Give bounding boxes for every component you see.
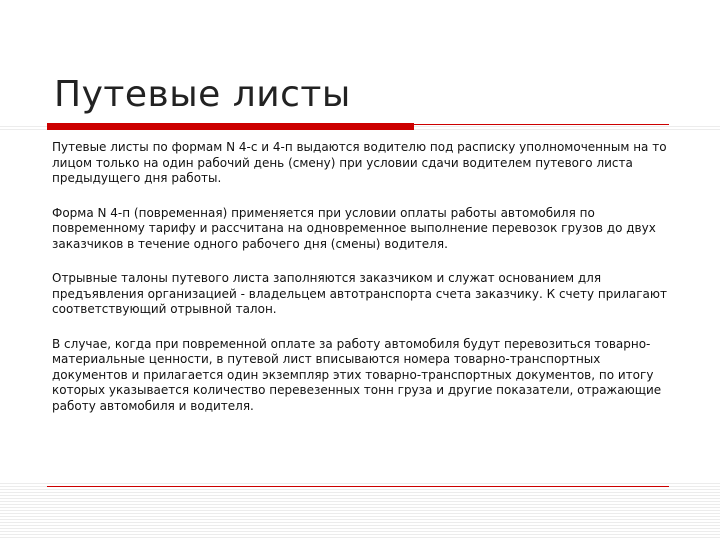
title-accent-bar (47, 123, 414, 130)
paragraph-2: Форма N 4-п (повременная) применяется при условии оплаты работы автомобиля по повременному тарифу и рассчитана на одновременное выполнение перевозок грузов до двух заказчиков в течение одного рабочего дня (смены) водителя. (52, 205, 656, 251)
paragraph-4: В случае, когда при повременной оплате за работу автомобиля будут перевозиться товарно-материальные ценности, в путевой лист вписываются номера товарно-транспортных документов и прилагается один экземпляр этих товарно-транспортных документов, по итогу которых указывается количество перевезенных тонн груза и другие показатели, отражающие работу автомобиля и водителя. (52, 336, 662, 413)
slide-title: Путевые листы (54, 74, 351, 115)
paragraph-1: Путевые листы по формам N 4-с и 4-п выдаются водителю под расписку уполномоченным на то лицом только на один рабочий день (смену) при условии сдачи водителем путевого листа предыдущего дня работы. (52, 140, 667, 185)
paragraph-3: Отрывные талоны путевого листа заполняются заказчиком и служат основанием для предъявления организацией - владельцем автотранспорта счета заказчику. К счету прилагают соответствующий отрывной талон. (52, 271, 667, 316)
bottom-divider (47, 486, 669, 487)
slide-body (52, 140, 672, 433)
